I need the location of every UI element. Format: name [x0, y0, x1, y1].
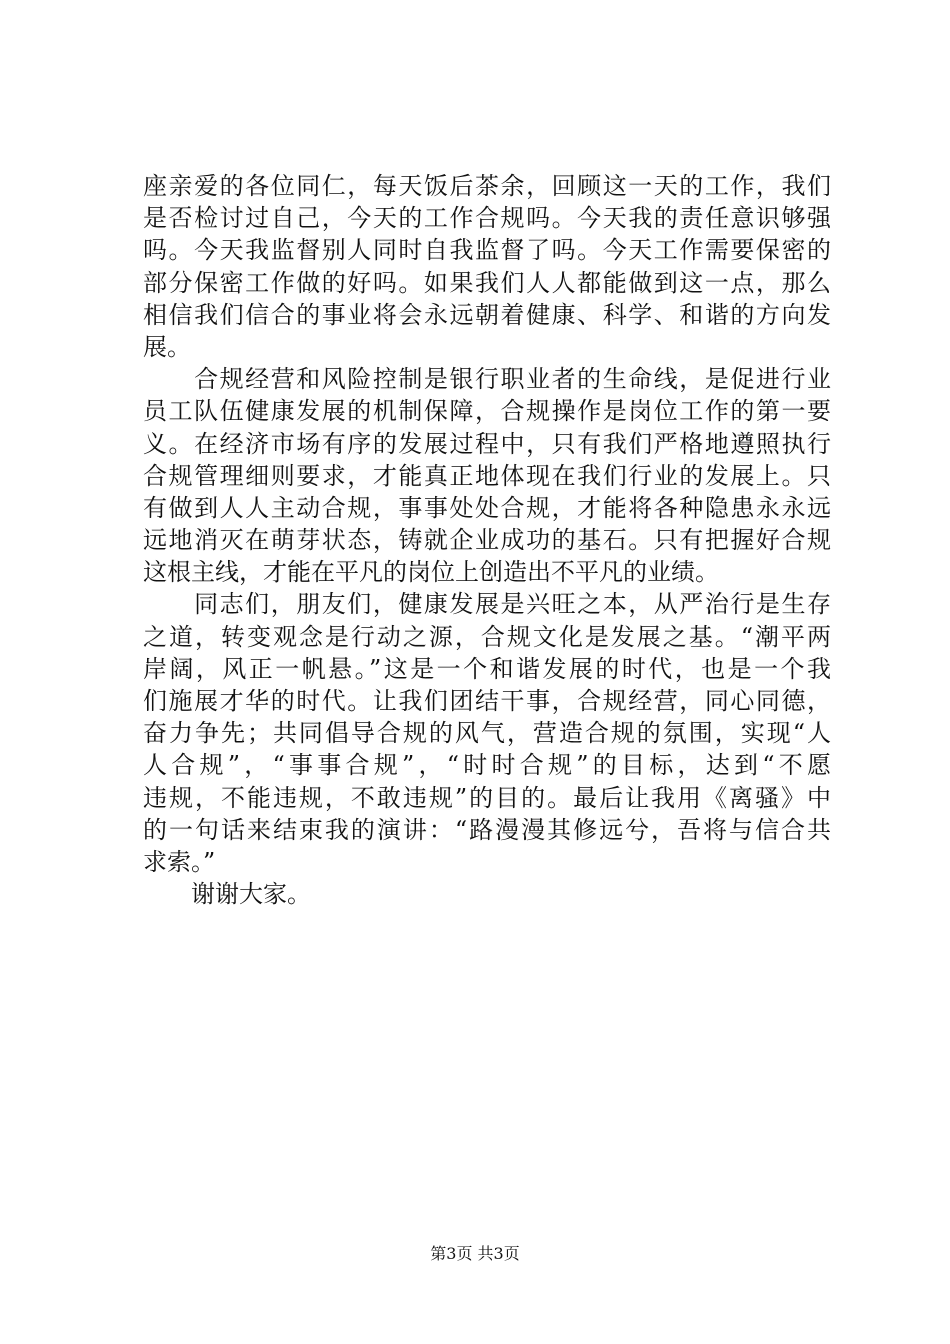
text-line: 同志们，朋友们，健康发展是兴旺之本，从严治行是生存: [143, 590, 831, 619]
text-line: 员工队伍健康发展的机制保障，合规操作是岗位工作的第一要: [143, 397, 831, 426]
text-line: 合规管理细则要求，才能真正地体现在我们行业的发展上。只: [143, 461, 831, 490]
text-line: 奋力争先；共同倡导合规的风气，营造合规的氛围，实现“人: [143, 719, 831, 748]
text-line: 相信我们信合的事业将会永远朝着健康、科学、和谐的方向发: [143, 300, 831, 329]
text-line: 人合规”，“事事合规”，“时时合规”的目标，达到“不愿: [143, 751, 831, 780]
text-line: 远地消灭在萌芽状态，铸就企业成功的基石。只有把握好合规: [143, 526, 831, 555]
text-line: 合规经营和风险控制是银行职业者的生命线，是促进行业: [143, 365, 831, 394]
text-line: 违规，不能违规，不敢违规”的目的。最后让我用《离骚》中: [143, 783, 831, 812]
text-line: 之道，转变观念是行动之源，合规文化是发展之基。“潮平两: [143, 622, 831, 651]
text-line: 这根主线，才能在平凡的岗位上创造出不平凡的业绩。: [143, 558, 719, 587]
text-line: 岸阔，风正一帆悬。”这是一个和谐发展的时代，也是一个我: [143, 654, 831, 683]
text-line: 们施展才华的时代。让我们团结干事，合规经营，同心同德，: [143, 687, 831, 715]
text-line: 展。: [143, 332, 191, 361]
text-line: 是否检讨过自己，今天的工作合规吗。今天我的责任意识够强: [143, 204, 831, 233]
page-footer: 第3页 共3页: [430, 1244, 520, 1263]
text-line: 求索。”: [143, 847, 216, 876]
text-line: 的一句话来结束我的演讲：“路漫漫其修远兮，吾将与信合共: [143, 815, 831, 844]
text-line: 座亲爱的各位同仁，每天饭后茶余，回顾这一天的工作，我们: [143, 172, 831, 200]
document-body: [143, 170, 831, 910]
text-line: 有做到人人主动合规，事事处处合规，才能将各种隐患永永远: [143, 493, 831, 522]
text-line: 义。在经济市场有序的发展过程中，只有我们严格地遵照执行: [143, 429, 831, 458]
text-line: 吗。今天我监督别人同时自我监督了吗。今天工作需要保密的: [143, 236, 831, 265]
text-line: 部分保密工作做的好吗。如果我们人人都能做到这一点，那么: [143, 268, 831, 297]
text-line: 谢谢大家。: [143, 880, 311, 909]
